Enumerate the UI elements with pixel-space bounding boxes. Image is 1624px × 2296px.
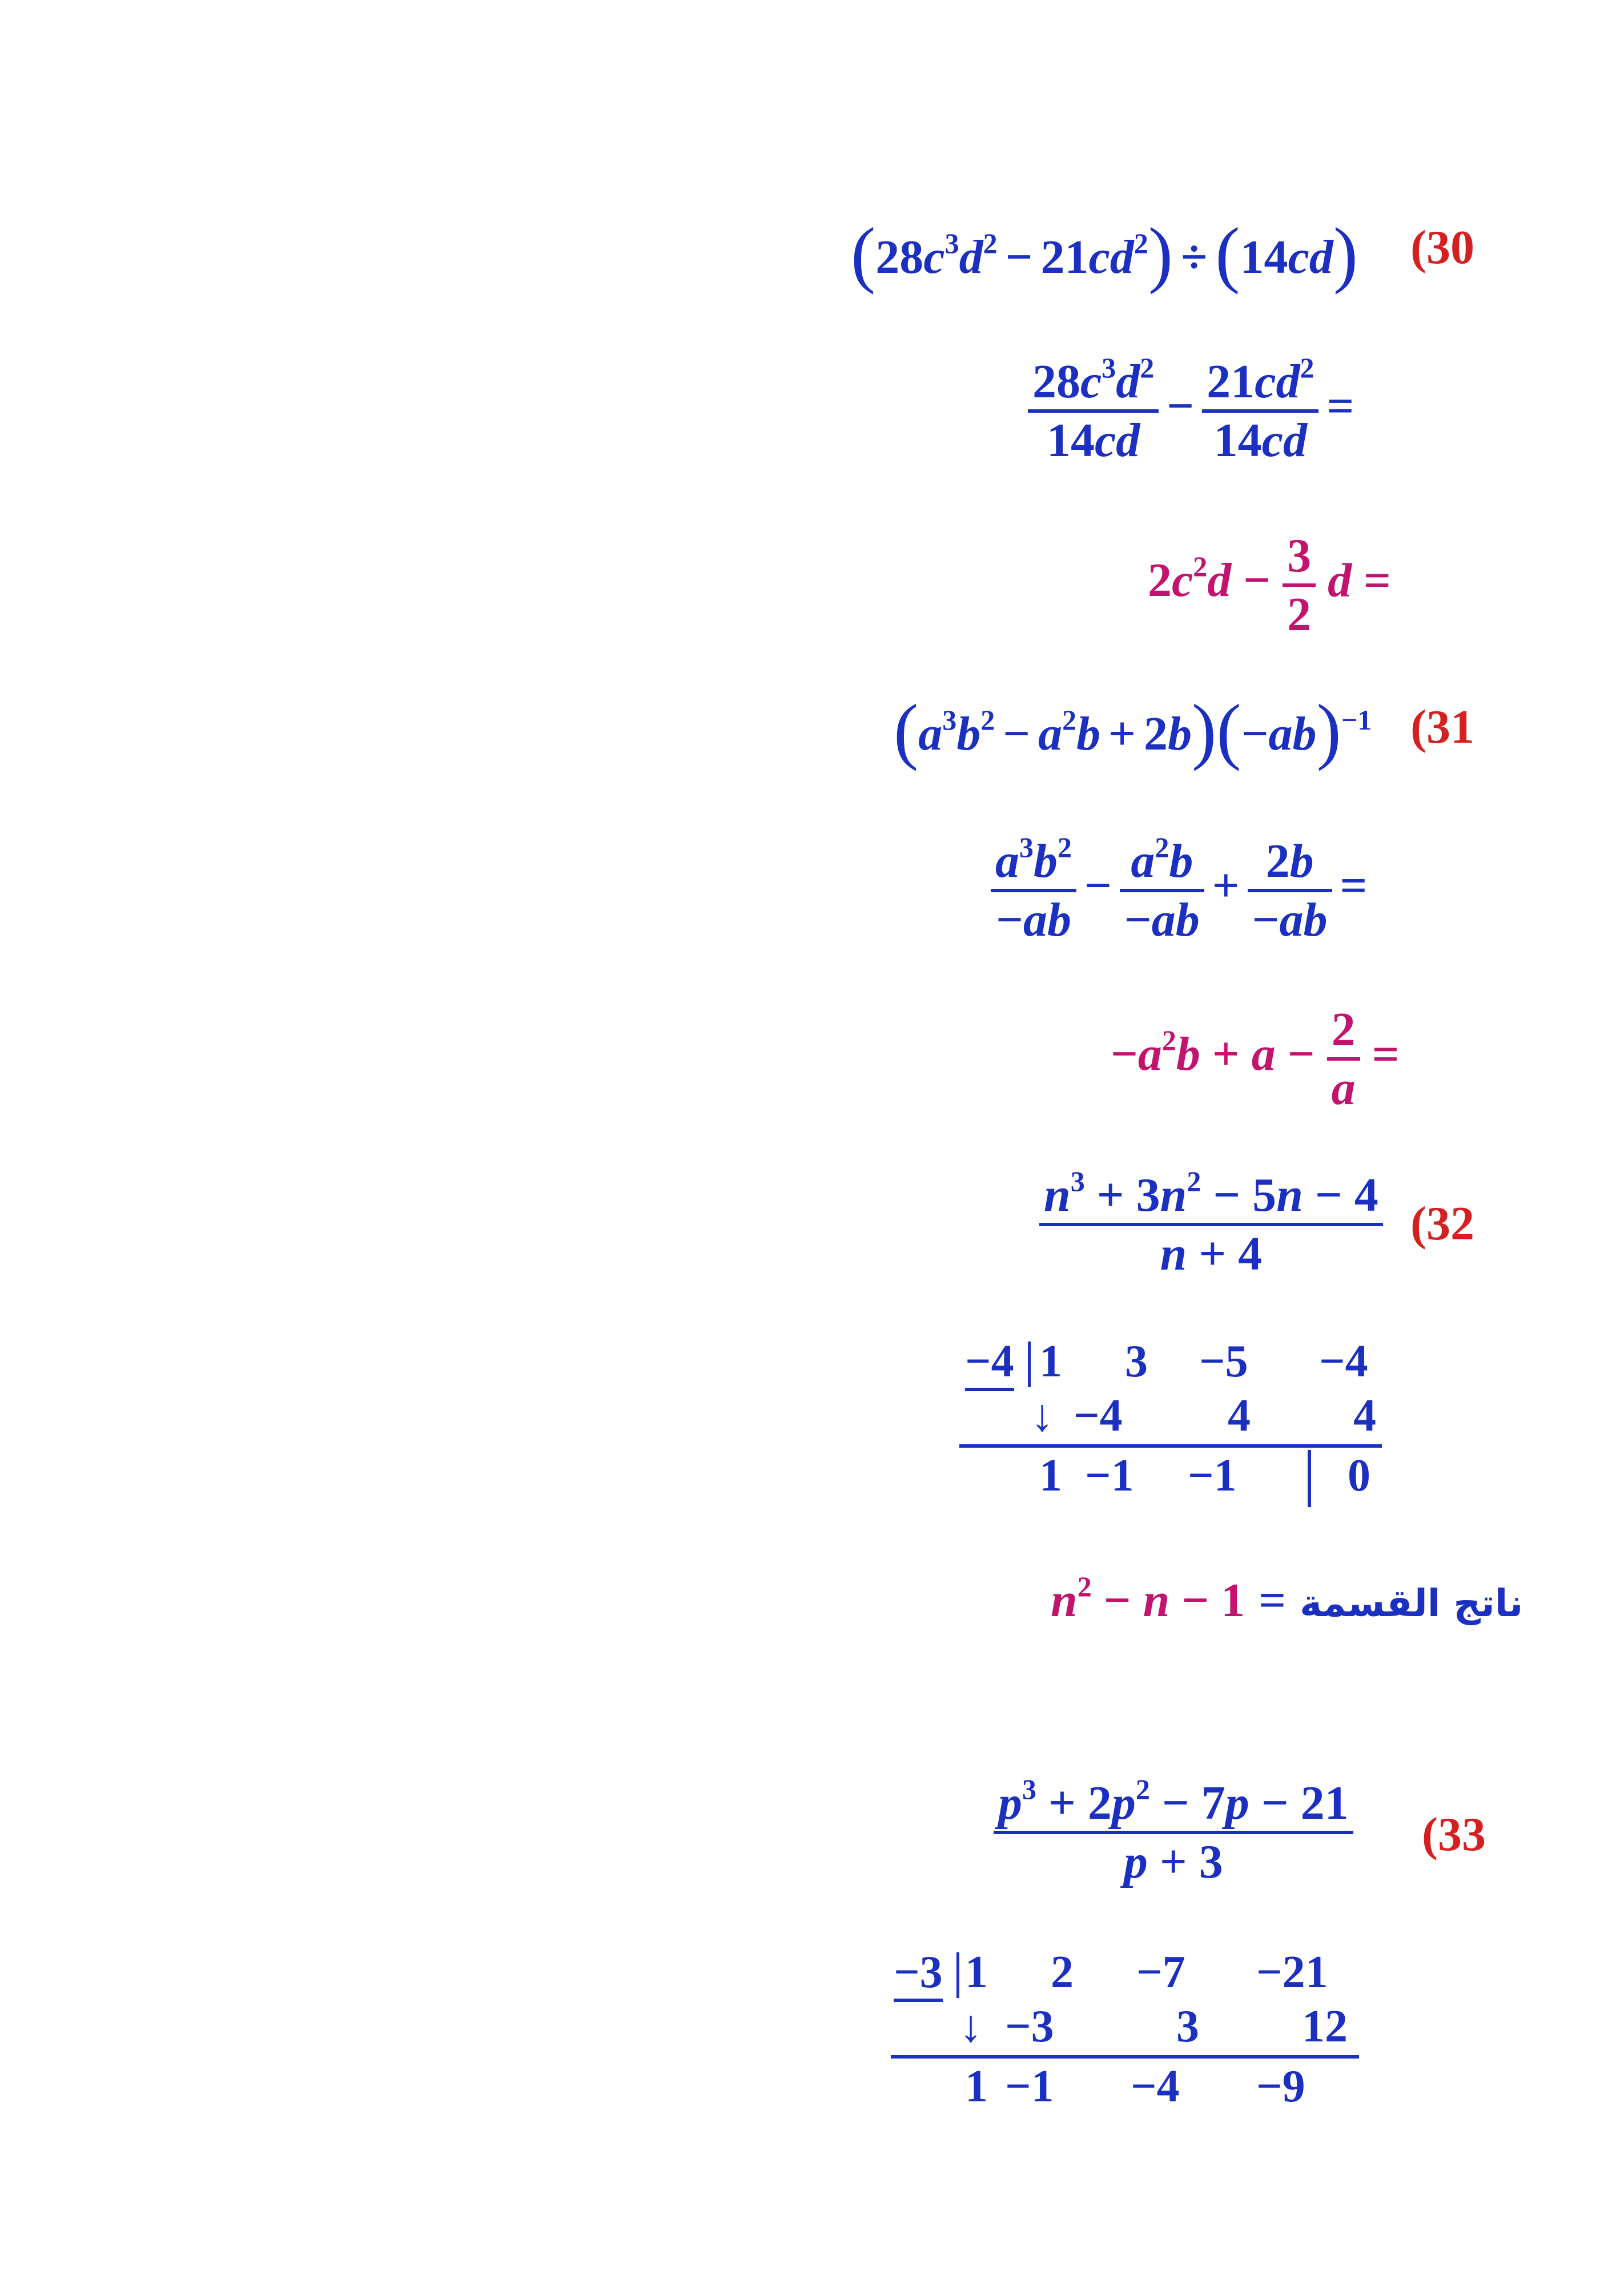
problem-30-step-1: $\frac{28c^3d^2}{14cd}$ − $\frac{21cd^2}{14cd}$ = bbox=[1028, 354, 1362, 468]
problem-32-number: (32 bbox=[1410, 1197, 1474, 1250]
coef-1: 1 bbox=[1039, 1336, 1062, 1387]
problem-32-question: $\frac{n^3 + 3n^2 - 5n - 4}{n + 4}$ bbox=[1039, 1167, 1383, 1282]
result-3: −1 bbox=[1188, 1451, 1237, 1501]
product-2: 4 bbox=[1228, 1391, 1251, 1441]
problem-31-step-1: $\frac{a^3b^2}{-ab}$ − $\frac{a^2b}{-ab}$ + $\frac{2b}{-ab}$ = bbox=[991, 833, 1375, 948]
problem-31-number: (31 bbox=[1410, 700, 1474, 754]
coef-4: −4 bbox=[1319, 1336, 1368, 1387]
coef-1: 1 bbox=[965, 1947, 988, 1997]
coef-3: −7 bbox=[1136, 1947, 1185, 1997]
product-2: 3 bbox=[1176, 2001, 1199, 2052]
problem-33-number: (33 bbox=[1422, 1808, 1486, 1861]
problem-31-question: $(a^3b^2 - a^2b + 2b)(-ab)^{-1}$ bbox=[894, 690, 1372, 772]
synthetic-division-32 bbox=[959, 1336, 1393, 1524]
coef-2: 2 bbox=[1051, 1947, 1074, 1997]
coef-2: 3 bbox=[1125, 1336, 1148, 1387]
problem-33-question: $\frac{p^3 + 2p^2 - 7p - 21}{p + 3}$ bbox=[994, 1775, 1353, 1890]
result-2: −1 bbox=[1005, 2061, 1054, 2112]
synthetic-division-33 bbox=[891, 1947, 1382, 2135]
remainder: 0 bbox=[1348, 1451, 1370, 1501]
result-1: 1 bbox=[1039, 1451, 1062, 1501]
product-3: 4 bbox=[1353, 1391, 1376, 1441]
result-3: −4 bbox=[1131, 2061, 1180, 2112]
divisor: −3 bbox=[894, 1947, 943, 2002]
problem-30-question: $(28c^3d^2 - 21cd^2) \div (14cd)$ bbox=[851, 213, 1358, 295]
result-4: −9 bbox=[1256, 2061, 1305, 2112]
quotient-label: ناتج القسمة bbox=[1300, 1581, 1523, 1625]
down-arrow-icon: ↓ bbox=[959, 2001, 982, 2052]
problem-31-answer: $-a^2b + a$ − $\frac{2}{a}$ = bbox=[1111, 1003, 1400, 1115]
down-arrow-icon: ↓ bbox=[1031, 1391, 1054, 1441]
product-1: −3 bbox=[1005, 2001, 1054, 2052]
result-1: 1 bbox=[965, 2061, 988, 2112]
problem-30-number: (30 bbox=[1410, 221, 1474, 274]
quotient-line-32: $n^2 - n - 1$ = ناتج القسمة bbox=[1051, 1570, 1523, 1627]
problem-30-answer: $2c^2d$ − $\frac{3}{2}$ d = bbox=[1148, 529, 1392, 641]
product-3: 12 bbox=[1302, 2001, 1348, 2052]
result-2: −1 bbox=[1085, 1451, 1134, 1501]
divisor: −4 bbox=[965, 1336, 1014, 1391]
product-1: −4 bbox=[1074, 1391, 1123, 1441]
coef-3: −5 bbox=[1199, 1336, 1248, 1387]
coef-4: −21 bbox=[1256, 1947, 1328, 1997]
